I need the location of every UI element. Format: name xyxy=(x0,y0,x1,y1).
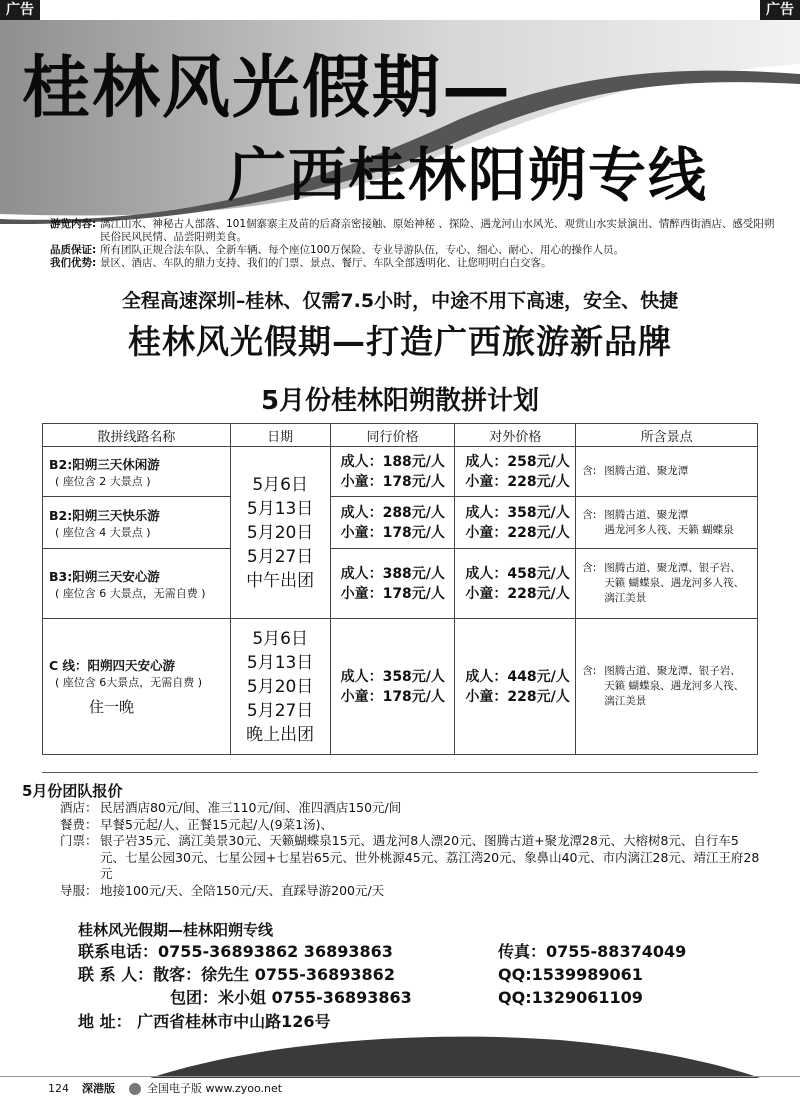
public-price-cell: 成人：258元/人 小童：228元/人 xyxy=(455,447,576,497)
trade-price-cell: 成人：288元/人 小童：178元/人 xyxy=(330,497,455,549)
intro-advantage: 我们优势: 景区、酒店、车队的鼎力支持、我们的门票、景点、餐厅、车队全部透明化、让您明明白白交客。 xyxy=(50,257,552,269)
edition-label: 深港版 xyxy=(82,1082,115,1095)
spots-cell: 含: 图腾古道、聚龙潭 遇龙河多人筏、天籁 蝴蝶泉 xyxy=(576,497,758,549)
page-footer xyxy=(0,1076,800,1101)
site-link[interactable]: 全国电子版 www.zyoo.net xyxy=(147,1082,283,1095)
sub-title: 广西桂林阳朔专线 xyxy=(228,141,709,209)
slogan-highway: 全程高速深圳–桂林、仅需7.5小时，中途不用下高速，安全、快捷 xyxy=(121,290,679,312)
main-title: 桂林风光假期— xyxy=(22,49,513,128)
trade-price-cell: 成人：358元/人 小童：178元/人 xyxy=(330,619,455,755)
public-price-cell: 成人：358元/人 小童：228元/人 xyxy=(455,497,576,549)
route-cell: B2:阳朔三天快乐游 ( 座位含 4 大景点 ) xyxy=(43,497,231,549)
page-number: 124 xyxy=(48,1082,69,1095)
slogan-brand: 桂林风光假期—打造广西旅游新品牌 xyxy=(128,322,672,361)
public-price-cell: 成人：458元/人 小童：228元/人 xyxy=(455,549,576,619)
table-row xyxy=(43,549,758,619)
intro-quality: 品质保证: 所有团队正规合法车队、全新车辆、每个座位100万保险、专业导游队伍，专心、细心、耐心、用心的操作人员。 xyxy=(50,244,625,256)
spots-cell: 含: 图腾古道、聚龙潭、银子岩、 天籁 蝴蝶泉、遇龙河多人筏、 漓江美景 xyxy=(576,619,758,755)
contact-qq-1: QQ:1539989061 xyxy=(498,965,643,984)
header-spots: 所含景点 xyxy=(576,424,758,447)
team-price-title: 5月份团队报价 xyxy=(22,782,123,800)
intro-tour-content: 游览内容: 漓江山水、神秘古人部落、101個寨寨主及苗的后裔亲密接触、原始神秘 、探险、遇龙河山水风光、观赏山水实景演出、情醉西街酒店、感受阳朔民俗民风民情、品尝阳朔美食。 xyxy=(50,218,775,243)
table-row xyxy=(43,619,758,755)
route-cell: B3:阳朔三天安心游 ( 座位含 6 大景点，无需自费 ) xyxy=(43,549,231,619)
logo-icon xyxy=(129,1083,141,1095)
date-cell-evening: 5月6日 5月13日 5月20日 5月27日 晚上出团 xyxy=(230,619,330,755)
header-route: 散拼线路名称 xyxy=(43,424,231,447)
team-price-meal: 餐费： 早餐5元起/人、正餐15元起/人(9菜1汤)、 xyxy=(60,816,333,832)
team-price-ticket: 门票： 银子岩35元、漓江美景30元、天籁蝴蝶泉15元、遇龙河8人漂20元、图腾古道+聚龙潭28元、大榕树8元、自行车5元、七星公园30元、七星公园+七星岩65元、世外桃源45元、荔江湾20元、象鼻山40元、市内漓江28元、靖江王府28元 xyxy=(60,833,760,881)
intro-section xyxy=(50,218,780,270)
team-price-guide: 导服： 地接100元/天、全陪150元/天、直踩导游200元/天 xyxy=(60,882,385,898)
contact-address: 地 址： 广西省桂林市中山路126号 xyxy=(78,1012,331,1031)
contact-person-2: 包团：米小姐 0755-36893863 xyxy=(170,988,412,1007)
team-price-list xyxy=(60,800,760,899)
team-price-hotel: 酒店： 民居酒店80元/间、准三110元/间、准四酒店150元/间 xyxy=(60,800,402,815)
contact-title: 桂林风光假期—桂林阳朔专线 xyxy=(78,921,274,939)
footer-swoosh xyxy=(0,1030,800,1078)
header-public-price: 对外价格 xyxy=(455,424,576,447)
ad-tag-left: 广告 xyxy=(0,0,40,20)
contact-fax: 传真：0755-88374049 xyxy=(498,942,687,961)
spots-cell: 含: 图腾古道、聚龙潭、银子岩、 天籁 蝴蝶泉、遇龙河多人筏、 漓江美景 xyxy=(576,549,758,619)
route-cell: C 线：阳朔四天安心游 ( 座位含 6大景点，无需自费 ) 住一晚 xyxy=(43,619,231,755)
header-trade-price: 同行价格 xyxy=(330,424,455,447)
table-row xyxy=(43,447,758,497)
contact-phone: 联系电话：0755-36893862 36893863 xyxy=(78,942,393,961)
trade-price-cell: 成人：188元/人 小童：178元/人 xyxy=(330,447,455,497)
plan-title: 5月份桂林阳朔散拼计划 xyxy=(260,386,540,416)
contact-qq-2: QQ:1329061109 xyxy=(498,988,643,1007)
table-row xyxy=(43,497,758,549)
contact-person-1: 联 系 人：散客：徐先生 0755-36893862 xyxy=(78,965,395,984)
spots-cell: 含: 图腾古道、聚龙潭 xyxy=(576,447,758,497)
tour-plan-table xyxy=(42,423,758,755)
header-date: 日期 xyxy=(230,424,330,447)
public-price-cell: 成人：448元/人 小童：228元/人 xyxy=(455,619,576,755)
date-cell-noon: 5月6日 5月13日 5月20日 5月27日 中午出团 xyxy=(230,447,330,619)
route-cell: B2:阳朔三天休闲游 ( 座位含 2 大景点 ) xyxy=(43,447,231,497)
trade-price-cell: 成人：388元/人 小童：178元/人 xyxy=(330,549,455,619)
ad-tag-right: 广告 xyxy=(760,0,800,20)
table-header-row xyxy=(43,424,758,447)
